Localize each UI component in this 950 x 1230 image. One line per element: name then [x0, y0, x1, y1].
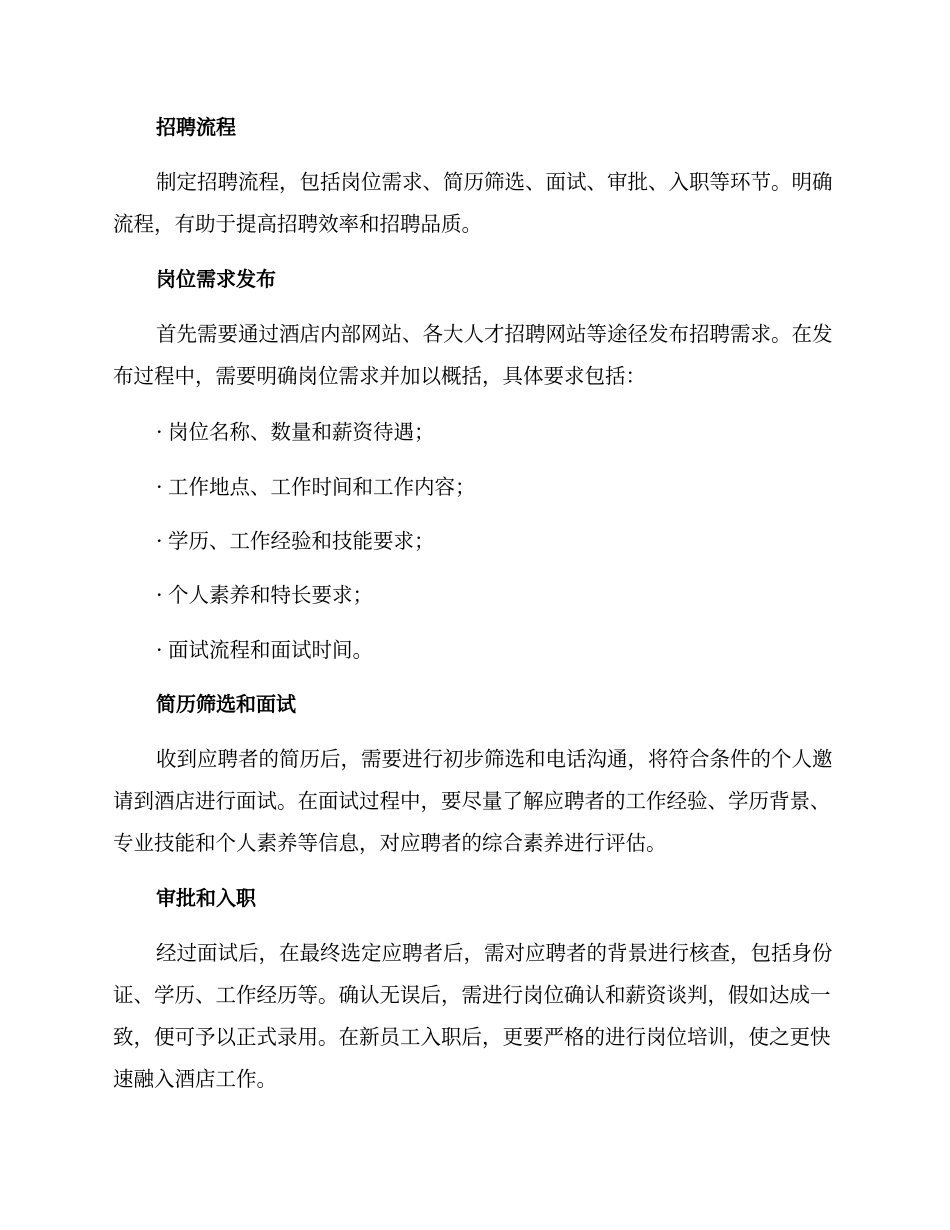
list-item-text: 个人素养和特长要求； [168, 583, 373, 607]
list-item-text: 岗位名称、数量和薪资待遇； [168, 420, 435, 444]
list-item [156, 638, 373, 662]
section-heading-job-posting: 岗位需求发布 [156, 267, 276, 291]
section-paragraph-screening-interview: 收到应聘者的简历后，需要进行初步筛选和电话沟通，将符合条件的个人邀请到酒店进行面试。在面试过程中，要尽量了解应聘者的工作经验、学历背景、专业技能和个人素养等信息，对应聘者的综合素养进行评估。 [113, 747, 833, 855]
bullet-dot: · [156, 475, 163, 499]
section-heading-recruitment-process: 招聘流程 [156, 115, 236, 139]
bullet-dot: · [156, 583, 163, 607]
list-item [156, 583, 373, 607]
section-heading-approval-onboarding: 审批和入职 [156, 886, 256, 910]
bullet-dot: · [156, 420, 163, 444]
list-item [156, 475, 476, 499]
list-item [156, 529, 435, 553]
section-paragraph-recruitment-process: 制定招聘流程，包括岗位需求、简历筛选、面试、审批、入职等环节。明确流程，有助于提高招聘效率和招聘品质。 [113, 170, 833, 236]
list-item-text: 工作地点、工作时间和工作内容； [168, 475, 476, 499]
section-paragraph-approval-onboarding: 经过面试后，在最终选定应聘者后，需对应聘者的背景进行核查，包括身份证、学历、工作经历等。确认无误后，需进行岗位确认和薪资谈判，假如达成一致，便可予以正式录用。在新员工入职后，更要严格的进行岗位培训，使之更快速融入酒店工作。 [113, 941, 833, 1091]
list-item [156, 420, 435, 444]
section-heading-screening-interview: 简历筛选和面试 [156, 692, 296, 716]
section-paragraph-job-posting: 首先需要通过酒店内部网站、各大人才招聘网站等途径发布招聘需求。在发布过程中，需要明确岗位需求并加以概括，具体要求包括： [113, 322, 833, 388]
list-item-text: 面试流程和面试时间。 [168, 638, 373, 662]
bullet-dot: · [156, 529, 163, 553]
list-item-text: 学历、工作经验和技能要求； [168, 529, 435, 553]
bullet-dot: · [156, 638, 163, 662]
